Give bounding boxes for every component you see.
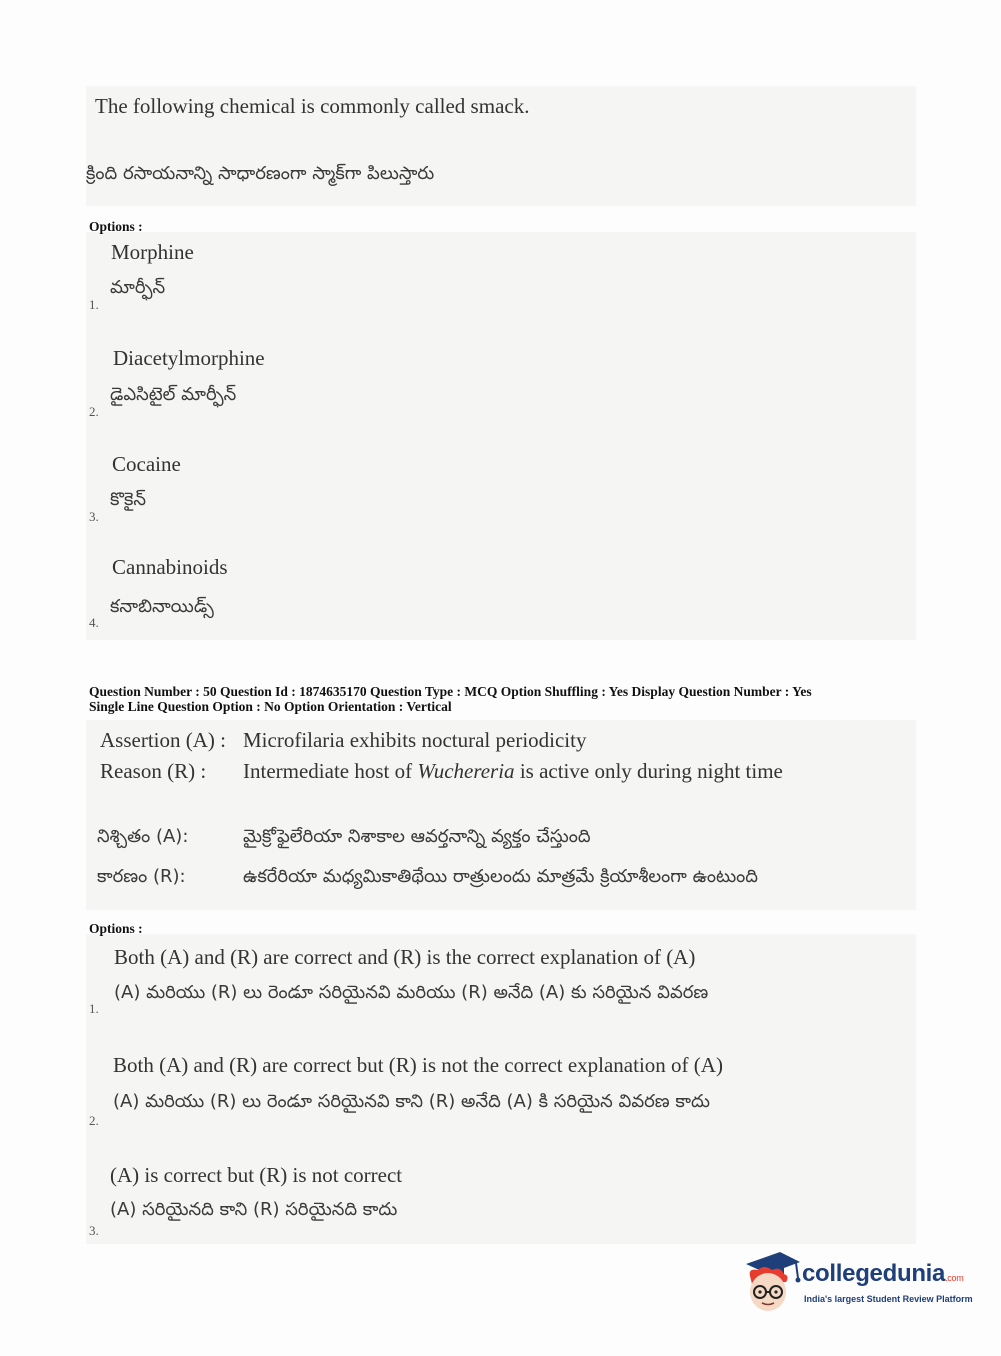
options-label: Options : [89,921,143,936]
brand-suffix: .com [945,1273,964,1283]
option-text-en: Diacetylmorphine [113,346,265,370]
brand-tagline: India's largest Student Review Platform [804,1294,973,1304]
option-number: 3. [89,1223,99,1238]
option-number: 1. [89,297,99,312]
question-text-en: The following chemical is commonly called smack. [95,94,530,118]
mascot-icon [740,1246,802,1316]
reason-label: Reason (R) : [100,759,207,783]
option-text-te: మార్ఫీన్ [110,277,166,298]
option-text-en: Cocaine [112,452,181,476]
reason-text-prefix: Intermediate host of [243,759,418,783]
option-text-en: Cannabinoids [112,555,228,579]
reason-label-te: కారణం (R): [97,866,186,887]
option-text-te: కనాబినాయిడ్స్ [110,596,214,617]
option-text-te: (A) మరియు (R) లు రెండూ సరియైనవి కాని (R) అనేది (A) కి సరియైన వివరణ కాదు [113,1091,710,1112]
option-number: 1. [89,1001,99,1016]
assertion-label-te: నిశ్చితం (A): [97,826,189,847]
question-meta-line: Single Line Question Option : No Option Orientation : Vertical [89,699,452,714]
option-text-en: Both (A) and (R) are correct and (R) is the correct explanation of (A) [114,945,696,969]
question-meta-line: Question Number : 50 Question Id : 1874635170 Question Type : MCQ Option Shuffling : Yes Display Question Number : Yes [89,684,812,699]
assertion-text: Microfilaria exhibits noctural periodicity [243,728,587,752]
reason-text-italic: Wuchereria [417,759,515,783]
question-text-te: క్రింది రసాయనాన్ని సాధారణంగా స్మాక్‌గా పిలుస్తారు [86,163,435,184]
option-text-te: (A) మరియు (R) లు రెండూ సరియైనవి మరియు (R) అనేది (A) కు సరియైన వివరణ [114,982,709,1003]
reason-text-suffix: is active only during night time [514,759,783,783]
reason-text-te: ఉకరేరియా మధ్యమికాతిథేయి రాత్రులందు మాత్రమే క్రియాశీలంగా ఉంటుంది [243,866,759,887]
option-number: 3. [89,509,99,524]
option-text-en: Both (A) and (R) are correct but (R) is not the correct explanation of (A) [113,1053,723,1077]
option-number: 4. [89,615,99,630]
option-text-en: Morphine [111,240,194,264]
option-text-en: (A) is correct but (R) is not correct [110,1163,403,1187]
brand-logo[interactable] [740,1246,973,1320]
option-number: 2. [89,1113,99,1128]
options-label: Options : [89,219,143,234]
assertion-label: Assertion (A) : [100,728,226,752]
reason-text [243,759,783,784]
option-number: 2. [89,404,99,419]
brand-name-text: collegedunia [802,1260,946,1287]
option-text-te: (A) సరియైనది కాని (R) సరియైనది కాదు [110,1199,398,1220]
brand-name [802,1260,963,1288]
option-text-te: కొకైన్ [110,489,147,510]
option-text-te: డైఎసిటైల్ మార్ఫీన్ [110,384,237,405]
assertion-text-te: మైక్రోఫైలేరియా నిశాకాల ఆవర్తనాన్ని వ్యక్తం చేస్తుంది [243,826,591,847]
